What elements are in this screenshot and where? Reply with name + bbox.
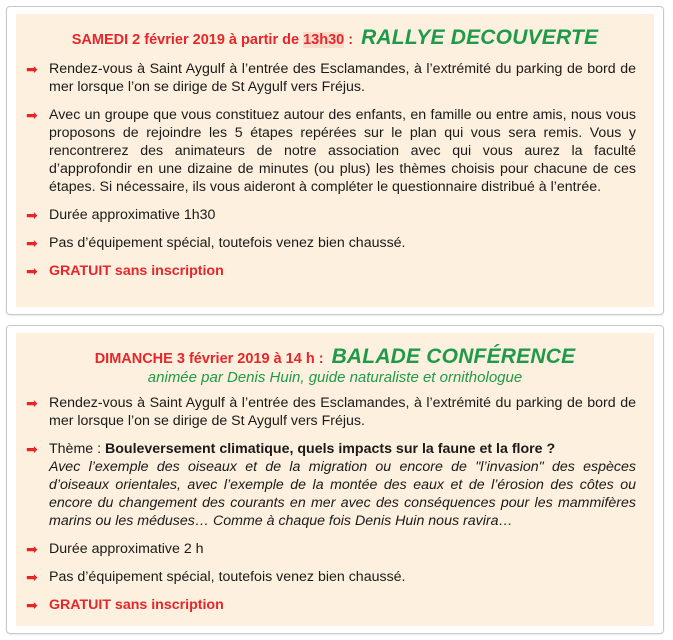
arrow-right-icon: ➡ [26, 235, 38, 251]
theme-description: Avec l’exemple des oiseaux et de la migration ou encore de "l’invasion" des espèces d’oiseaux orientales, avec l’exemple de la montée des eaux et de l’érosion des côtes ou encore du changement des courants en mer avec des conséquences pour les mammifères marins ou les méduses… Comme à chaque fois Denis Huin nous ravira… [49, 459, 636, 529]
event-details-list [16, 394, 654, 614]
event-subtitle: animée par Denis Huin, guide naturaliste et ornithologue [147, 369, 523, 386]
event-date: SAMEDI 2 février 2019 à partir de 13h30 : [71, 32, 354, 48]
list-item: ➡ Rendez-vous à Saint Aygulf à l’entrée des Esclamandes, à l’extrémité du parking de bord de mer lorsque l’on se dirige de St Aygulf vers Fréjus. [26, 395, 636, 429]
arrow-right-icon: ➡ [26, 569, 38, 585]
list-item: ➡ Rendez-vous à Saint Aygulf à l’entrée des Esclamandes, à l’extrémité du parking de bord de mer lorsque l’on se dirige de St Aygulf vers Fréjus. [26, 61, 636, 95]
event-panel [16, 333, 654, 626]
arrow-right-icon: ➡ [26, 597, 38, 613]
event-title: BALADE CONFÉRENCE [331, 345, 576, 368]
event-date: DIMANCHE 3 février 2019 à 14 h : [94, 351, 324, 367]
theme-title: Bouleversement climatique, quels impacts sur la faune et la flore ? [104, 441, 556, 457]
arrow-right-icon: ➡ [26, 263, 38, 279]
highlighted-time: 13h30 [303, 32, 345, 48]
list-item: ➡ Durée approximative 1h30 [26, 207, 216, 223]
free-notice: GRATUIT sans inscription [49, 263, 224, 279]
list-item [23, 440, 636, 530]
arrow-right-icon: ➡ [26, 541, 38, 557]
event-details-list [16, 60, 654, 280]
list-item: ➡ Durée approximative 2 h [26, 541, 204, 557]
arrow-right-icon: ➡ [26, 61, 38, 77]
event-card-rallye [6, 6, 664, 315]
arrow-right-icon: ➡ [26, 395, 38, 411]
arrow-right-icon: ➡ [26, 207, 38, 223]
list-item: ➡ Pas d’équipement spécial, toutefois venez bien chaussé. [26, 235, 406, 251]
event-title: RALLYE DECOUVERTE [361, 26, 599, 49]
arrow-right-icon: ➡ [26, 107, 38, 123]
arrow-right-icon: ➡ [26, 441, 38, 457]
free-notice: GRATUIT sans inscription [49, 597, 224, 613]
event-panel [16, 14, 654, 307]
list-item: ➡ Pas d’équipement spécial, toutefois venez bien chaussé. [26, 569, 406, 585]
theme-label: Thème : [49, 441, 105, 457]
event-heading [16, 345, 654, 369]
event-heading [16, 26, 654, 50]
list-item [23, 262, 636, 280]
event-card-balade [6, 325, 664, 634]
list-item: ➡ Avec un groupe que vous constituez autour des enfants, en famille ou entre amis, nous vous proposons de rejoindre les 5 étapes repérées sur le plan qui vous sera remis. Vous y rencontrerez des animateurs de notre association avec qui vous aurez la faculté d’approfondir en une dizaine de minutes (ou plus) les thèmes choisis pour chacune de ces étapes. Si nécessaire, ils vous aideront à compléter le questionnaire distribué à l’entrée. [26, 107, 636, 195]
list-item [23, 596, 636, 614]
